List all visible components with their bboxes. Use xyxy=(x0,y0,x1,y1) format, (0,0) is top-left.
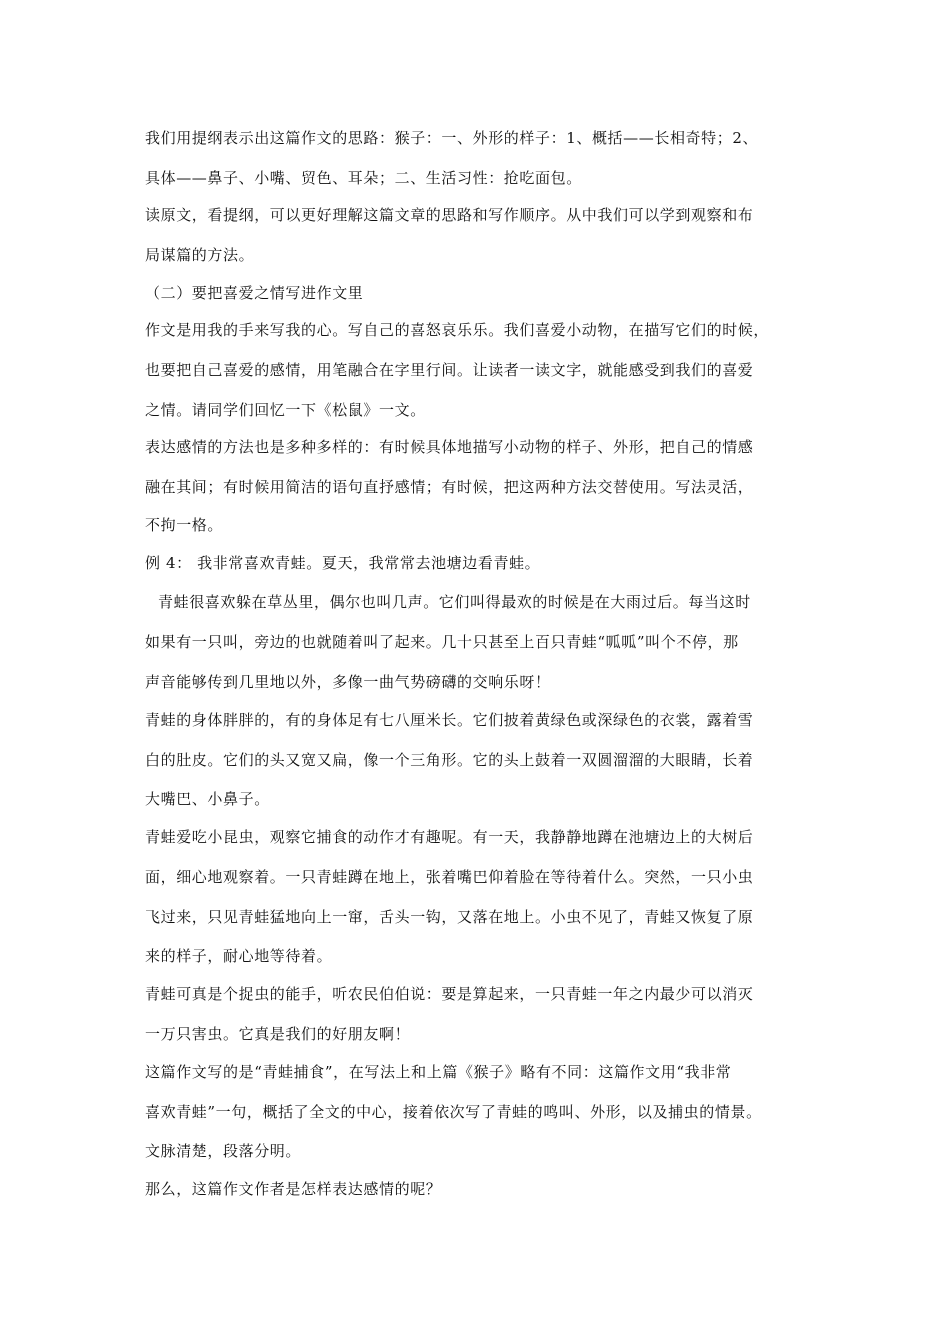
text-line: 读原文，看提纲，可以更好理解这篇文章的思路和写作顺序。从中我们可以学到观察和布 xyxy=(145,206,754,224)
text-line: 那么，这篇作文作者是怎样表达感情的呢？ xyxy=(145,1180,442,1198)
text-line: 不拘一格。 xyxy=(145,516,224,534)
text-line: 青蛙的身体胖胖的，有的身体足有七八厘米长。它们披着黄绿色或深绿色的衣裳，露着雪 xyxy=(145,711,754,729)
text-line: 声音能够传到几里地以外，多像一曲气势磅礴的交响乐呀！ xyxy=(145,673,551,691)
text-line: 作文是用我的手来写我的心。写自己的喜怒哀乐乐。我们喜爱小动物，在描写它们的时候， xyxy=(145,321,770,339)
text-line: 一万只害虫。它真是我们的好朋友啊！ xyxy=(145,1025,411,1043)
text-line: 融在其间；有时候用简洁的语句直抒感情；有时候，把这两种方法交替使用。写法灵活， xyxy=(145,478,754,496)
example-line: 例 4： 我非常喜欢青蛙。夏天，我常常去池塘边看青蛙。 xyxy=(145,554,541,572)
text-line: 这篇作文写的是“青蛙捕食”，在写法上和上篇《猴子》略有不同：这篇作文用“我非常 xyxy=(145,1063,732,1081)
text-line: 来的样子，耐心地等待着。 xyxy=(145,947,333,965)
text-line: 青蛙爱吃小昆虫，观察它捕食的动作才有趣呢。有一天，我静静地蹲在池塘边上的大树后 xyxy=(145,828,754,846)
text-line: 面，细心地观察着。一只青蛙蹲在地上，张着嘴巴仰着脸在等待着什么。突然，一只小虫 xyxy=(145,868,754,886)
text-line: 之情。请同学们回忆一下《松鼠》一文。 xyxy=(145,401,426,419)
text-line: 表达感情的方法也是多种多样的：有时候具体地描写小动物的样子、外形，把自己的情感 xyxy=(145,438,754,456)
text-line: 也要把自己喜爱的感情，用笔融合在字里行间。让读者一读文字，就能感受到我们的喜爱 xyxy=(145,361,754,379)
section-heading: （二）要把喜爱之情写进作文里 xyxy=(145,284,364,302)
text-line: 白的肚皮。它们的头又宽又扁，像一个三角形。它的头上鼓着一双圆溜溜的大眼睛，长着 xyxy=(145,751,754,769)
text-line: 飞过来，只见青蛙猛地向上一窜，舌头一钩，又落在地上。小虫不见了，青蛙又恢复了原 xyxy=(145,908,754,926)
text-line: 文脉清楚，段落分明。 xyxy=(145,1142,302,1160)
text-line: 具体——鼻子、小嘴、贸色、耳朵；二、生活习性：抢吃面包。 xyxy=(145,169,582,187)
text-line: 局谋篇的方法。 xyxy=(145,246,255,264)
text-line: 如果有一只叫，旁边的也就随着叫了起来。几十只甚至上百只青蛙“呱呱”叫个不停，那 xyxy=(145,633,739,651)
text-line: 大嘴巴、小鼻子。 xyxy=(145,790,270,808)
text-line: 我们用提纲表示出这篇作文的思路：猴子：一、外形的样子：1、概括——长相奇特；2、 xyxy=(145,129,759,147)
text-line: 青蛙很喜欢躲在草丛里，偶尔也叫几声。它们叫得最欢的时候是在大雨过后。每当这时 xyxy=(158,593,751,611)
text-line: 喜欢青蛙”一句，概括了全文的中心，接着依次写了青蛙的鸣叫、外形，以及捕虫的情景。 xyxy=(145,1103,762,1121)
text-line: 青蛙可真是个捉虫的能手，听农民伯伯说：要是算起来，一只青蛙一年之内最少可以消灭 xyxy=(145,985,754,1003)
